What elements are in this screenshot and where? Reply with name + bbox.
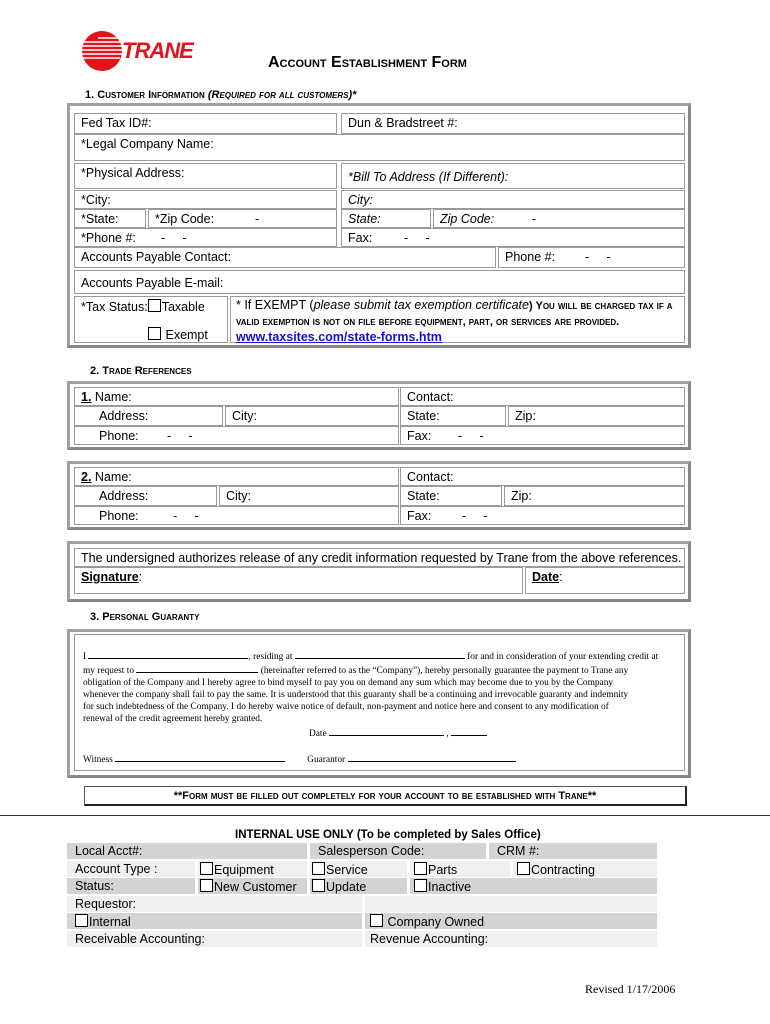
ref1-address-field[interactable]: Address:	[74, 406, 223, 426]
receivable-accounting-field[interactable]: Receivable Accounting:	[67, 931, 362, 947]
ref2-contact-field[interactable]: Contact:	[400, 467, 685, 486]
trane-logo	[80, 28, 215, 74]
exempt-note: * If EXEMPT (please submit tax exemption certificate) You will be charged tax if a valid exemption is not on file before equipment, part, or services are provided. www.taxsites.com/state-forms.htm	[230, 296, 685, 343]
taxable-checkbox[interactable]	[148, 299, 161, 312]
zip-field[interactable]: *Zip Code: -	[148, 209, 337, 228]
ref1-phone-field[interactable]: Phone: - -	[74, 426, 399, 445]
duns-field[interactable]: Dun & Bradstreet #:	[341, 113, 685, 134]
revised-date: Revised 1/17/2006	[585, 982, 676, 996]
update-option[interactable]: Update	[310, 878, 407, 894]
guaranty-date-line[interactable]	[329, 726, 444, 736]
residence-line[interactable]	[295, 649, 465, 659]
page-title: Account Establishment Form	[268, 54, 467, 71]
fax-field[interactable]: Fax: - -	[341, 228, 685, 247]
ref2-zip-field[interactable]: Zip:	[504, 486, 685, 506]
company-owned-option[interactable]: Company Owned	[365, 913, 657, 929]
guarantor-name-line[interactable]	[88, 649, 248, 659]
ref1-state-field[interactable]: State:	[400, 406, 506, 426]
ref2-address-field[interactable]: Address:	[74, 486, 217, 506]
ref2-city-field[interactable]: City:	[219, 486, 399, 506]
guarantor-line[interactable]	[348, 752, 516, 762]
phone-field[interactable]: *Phone #: - -	[74, 228, 337, 247]
salesperson-field[interactable]: Salesperson Code:	[310, 843, 486, 859]
inactive-option[interactable]: Inactive	[410, 878, 657, 894]
ap-email-field[interactable]: Accounts Payable E-mail:	[74, 270, 685, 294]
internal-title: INTERNAL USE ONLY (To be completed by Sales Office)	[235, 829, 541, 841]
legal-name-field[interactable]: *Legal Company Name:	[74, 134, 685, 161]
ap-contact-field[interactable]: Accounts Payable Contact:	[74, 247, 496, 268]
section-3-heading: 3. Personal Guaranty	[90, 611, 200, 623]
completion-banner: **Form must be filled out completely for your account to be established with Trane**	[84, 786, 687, 806]
ref1-zip-field[interactable]: Zip:	[508, 406, 685, 426]
ap-phone-field[interactable]: Phone #: - -	[498, 247, 685, 268]
revenue-accounting-field[interactable]: Revenue Accounting:	[365, 931, 657, 947]
parts-option[interactable]: Parts	[410, 861, 510, 877]
bill-city-field[interactable]: City:	[341, 190, 685, 209]
equipment-option[interactable]: Equipment	[198, 861, 307, 877]
bill-to-field[interactable]: *Bill To Address (If Different):	[341, 163, 685, 189]
local-acct-field[interactable]: Local Acct#:	[67, 843, 307, 859]
contracting-option[interactable]: Contracting	[513, 861, 657, 877]
section-2-heading: 2. Trade References	[90, 365, 192, 377]
svg-text:TRANE: TRANE	[122, 38, 193, 63]
ref2-name-field[interactable]: 2. Name:	[74, 467, 399, 486]
state-field[interactable]: *State:	[74, 209, 146, 228]
ref2-phone-field[interactable]: Phone: - -	[74, 506, 399, 525]
service-option[interactable]: Service	[310, 861, 407, 877]
crm-field[interactable]: CRM #:	[489, 843, 657, 859]
divider	[0, 815, 770, 816]
bill-zip-field[interactable]: Zip Code: -	[433, 209, 685, 228]
requestor-value[interactable]	[365, 896, 657, 912]
city-field[interactable]: *City:	[74, 190, 337, 209]
guaranty-year-line[interactable]	[451, 726, 487, 736]
ref1-contact-field[interactable]: Contact:	[400, 387, 685, 406]
physical-address-field[interactable]: *Physical Address:	[74, 163, 337, 189]
authorization-text: The undersigned authorizes release of any credit information requested by Trane from the above references.	[74, 548, 685, 567]
ref2-fax-field[interactable]: Fax: - -	[400, 506, 685, 525]
ref1-city-field[interactable]: City:	[225, 406, 399, 426]
company-line[interactable]	[136, 663, 258, 673]
account-type-label: Account Type :	[67, 861, 195, 877]
requestor-field[interactable]: Requestor:	[67, 896, 362, 912]
ref1-fax-field[interactable]: Fax: - -	[400, 426, 685, 445]
bill-state-field[interactable]: State:	[341, 209, 431, 228]
section-1-heading: 1. Customer Information (Required for all customers)*	[85, 89, 357, 101]
witness-line[interactable]	[115, 752, 285, 762]
internal-option[interactable]: Internal	[67, 913, 362, 929]
guaranty-text: I , residing at for and in consideration of your extending credit at my request to (hereinafter referred to as the “Company”), hereby personally guarantee the payment to Trane any obligation of the Company and I hereby agree to bind myself to pay you on demand any sum which may become due to you by the Company whenever the company shall fail to pay the same. It is understood that this guaranty shall be a continuing and irrevocable guaranty and indemnity for such indebtedness of the Company. I do hereby waive notice of default, non-payment and notice here and consent to any modification of renewal of the credit agreement hereby granted. Date , Witness Guarantor	[74, 634, 685, 771]
signature-field[interactable]: Signature:	[74, 567, 523, 594]
ref2-state-field[interactable]: State:	[400, 486, 502, 506]
fed-tax-field[interactable]: Fed Tax ID#:	[74, 113, 337, 134]
date-field[interactable]: Date:	[525, 567, 685, 594]
status-label: Status:	[67, 878, 195, 894]
tax-status-field: *Tax Status: Taxable Exempt	[74, 296, 228, 343]
exempt-checkbox[interactable]	[148, 327, 161, 340]
new-customer-option[interactable]: New Customer	[198, 878, 307, 894]
ref1-name-field[interactable]: 1. Name:	[74, 387, 399, 406]
tax-sites-link[interactable]: www.taxsites.com/state-forms.htm	[236, 330, 442, 344]
